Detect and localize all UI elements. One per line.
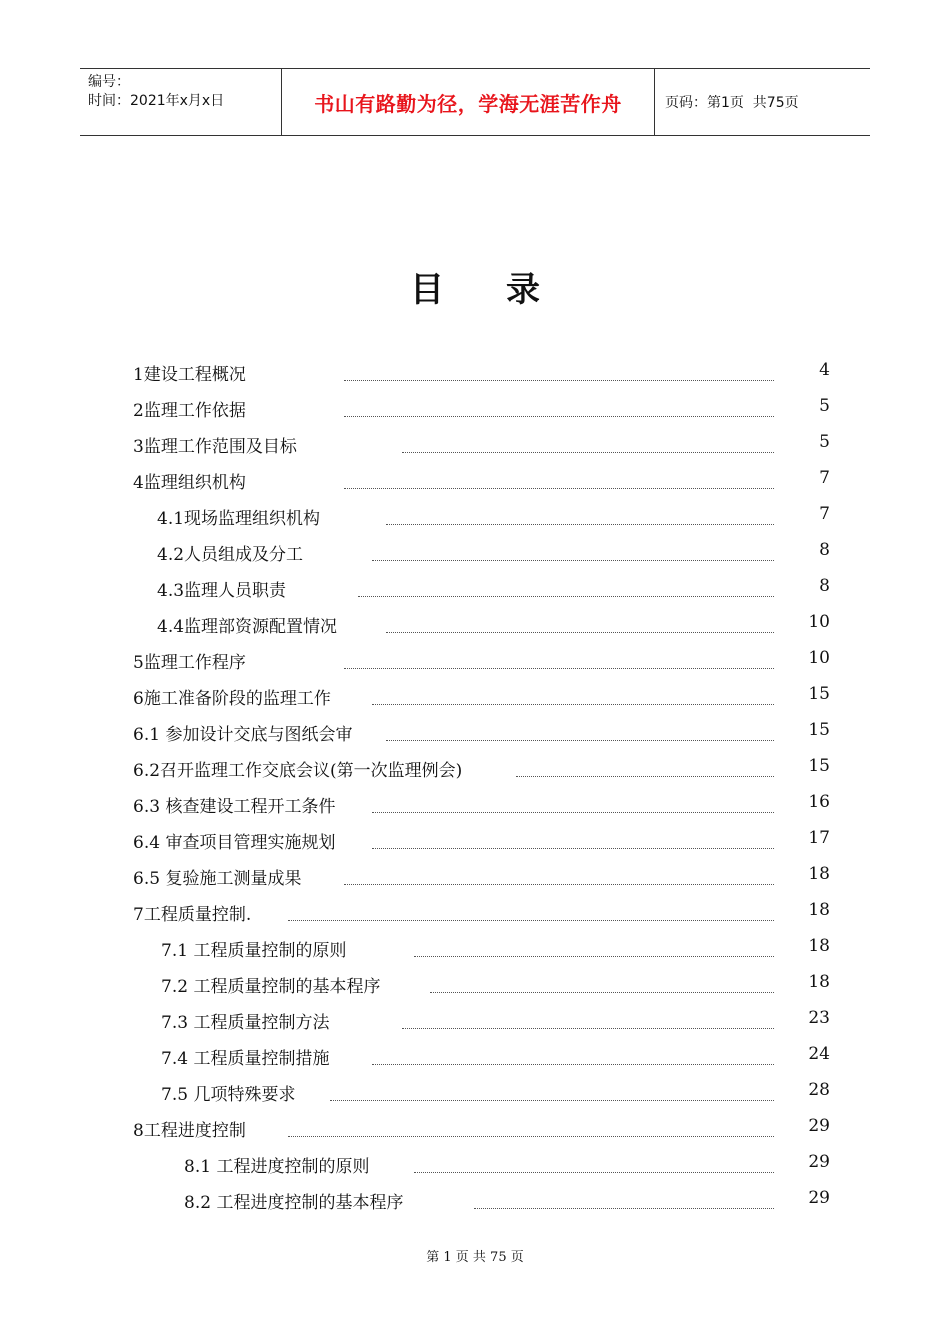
toc-entry-page: 10 xyxy=(808,648,830,668)
page-title-char-1: 目 xyxy=(410,270,444,310)
toc-entry-label: 6.1 参加设计交底与图纸会审 xyxy=(133,725,353,745)
toc-entry-page: 8 xyxy=(819,576,830,596)
toc-entry-page: 10 xyxy=(808,612,830,632)
toc-entry-page: 18 xyxy=(808,864,830,884)
toc-entry[interactable] xyxy=(0,606,950,642)
toc-entry-page: 15 xyxy=(808,720,830,740)
document-number-label: 编号： xyxy=(88,74,130,90)
toc-entry-label: 7.4 工程质量控制措施 xyxy=(161,1049,330,1069)
toc-entry-label: 8.2 工程进度控制的基本程序 xyxy=(184,1193,404,1213)
toc-entry[interactable] xyxy=(0,1182,950,1218)
toc-entry-label: 2监理工作依据 xyxy=(133,401,246,421)
toc-entry[interactable] xyxy=(0,462,950,498)
toc-entry-page: 23 xyxy=(808,1008,830,1028)
toc-leader xyxy=(288,920,774,921)
toc-entry-label: 6.3 核查建设工程开工条件 xyxy=(133,797,336,817)
document-time-label: 时间：2021年x月x日 xyxy=(88,93,225,109)
toc-entry-page: 15 xyxy=(808,756,830,776)
toc-entry[interactable] xyxy=(0,642,950,678)
toc-leader xyxy=(372,704,774,705)
toc-entry[interactable] xyxy=(0,678,950,714)
toc-entry-label: 7.5 几项特殊要求 xyxy=(161,1085,296,1105)
toc-entry-page: 8 xyxy=(819,540,830,560)
page-header xyxy=(80,68,870,136)
toc-entry-label: 8工程进度控制 xyxy=(133,1121,246,1141)
toc-leader xyxy=(386,524,774,525)
toc-leader xyxy=(414,956,774,957)
toc-entry-page: 7 xyxy=(819,504,830,524)
toc-entry-page: 18 xyxy=(808,900,830,920)
toc-leader xyxy=(344,488,774,489)
toc-leader xyxy=(372,1064,774,1065)
toc-entry[interactable] xyxy=(0,858,950,894)
header-meta xyxy=(80,69,282,135)
toc-entry[interactable] xyxy=(0,1110,950,1146)
toc-entry-label: 4.2人员组成及分工 xyxy=(157,545,304,565)
toc-entry[interactable] xyxy=(0,1074,950,1110)
toc-entry-label: 4.3监理人员职责 xyxy=(157,581,287,601)
toc-entry[interactable] xyxy=(0,570,950,606)
toc-entry-page: 17 xyxy=(808,828,830,848)
toc-entry-label: 7工程质量控制. xyxy=(133,905,252,925)
toc-entry[interactable] xyxy=(0,930,950,966)
toc-entry[interactable] xyxy=(0,498,950,534)
toc-leader xyxy=(474,1208,774,1209)
toc-entry-label: 1建设工程概况 xyxy=(133,365,246,385)
toc-entry[interactable] xyxy=(0,750,950,786)
toc-leader xyxy=(372,560,774,561)
toc-leader xyxy=(288,1136,774,1137)
toc-entry[interactable] xyxy=(0,966,950,1002)
toc-entry-page: 15 xyxy=(808,684,830,704)
toc-entry-label: 4.1现场监理组织机构 xyxy=(157,509,321,529)
toc-entry-label: 8.1 工程进度控制的原则 xyxy=(184,1157,370,1177)
toc-leader xyxy=(344,416,774,417)
toc-entry-page: 7 xyxy=(819,468,830,488)
toc-entry-page: 24 xyxy=(808,1044,830,1064)
toc-entry-label: 7.2 工程质量控制的基本程序 xyxy=(161,977,381,997)
toc-entry-page: 29 xyxy=(808,1116,830,1136)
toc-entry-label: 3监理工作范围及目标 xyxy=(133,437,297,457)
toc-entry-page: 29 xyxy=(808,1152,830,1172)
toc-entry[interactable] xyxy=(0,426,950,462)
toc-leader xyxy=(386,632,774,633)
header-page-info xyxy=(655,69,870,135)
toc-entry[interactable] xyxy=(0,354,950,390)
toc-entry-page: 5 xyxy=(819,432,830,452)
toc-entry-label: 4监理组织机构 xyxy=(133,473,246,493)
toc-leader xyxy=(402,1028,774,1029)
toc-entry-page: 28 xyxy=(808,1080,830,1100)
toc-entry-label: 6.4 审查项目管理实施规划 xyxy=(133,833,336,853)
toc-entry-page: 29 xyxy=(808,1188,830,1208)
page-title xyxy=(0,262,950,311)
toc-entry[interactable] xyxy=(0,1146,950,1182)
toc-entry-label: 6.5 复验施工测量成果 xyxy=(133,869,302,889)
toc-entry-label: 6施工准备阶段的监理工作 xyxy=(133,689,331,709)
toc-entry[interactable] xyxy=(0,822,950,858)
toc-leader xyxy=(344,668,774,669)
toc-entry-page: 16 xyxy=(808,792,830,812)
toc-entry[interactable] xyxy=(0,1002,950,1038)
toc-leader xyxy=(386,740,774,741)
page-footer: 第 1 页 共 75 页 xyxy=(426,1250,524,1265)
toc-entry-label: 6.2召开监理工作交底会议(第一次监理例会) xyxy=(133,761,463,781)
toc-leader xyxy=(414,1172,774,1173)
toc-leader xyxy=(372,848,774,849)
toc-entry[interactable] xyxy=(0,390,950,426)
toc-entry-page: 4 xyxy=(819,360,830,380)
page-title-char-2: 录 xyxy=(506,270,540,310)
toc-entry[interactable] xyxy=(0,534,950,570)
toc-entry-page: 5 xyxy=(819,396,830,416)
toc-entry-page: 18 xyxy=(808,936,830,956)
toc-entry-label: 7.3 工程质量控制方法 xyxy=(161,1013,330,1033)
toc-entry-label: 5监理工作程序 xyxy=(133,653,246,673)
toc-leader xyxy=(402,452,774,453)
toc-entry[interactable] xyxy=(0,714,950,750)
toc-entry-label: 4.4监理部资源配置情况 xyxy=(157,617,338,637)
toc-entry-label: 7.1 工程质量控制的原则 xyxy=(161,941,347,961)
toc-leader xyxy=(358,596,774,597)
toc-entry[interactable] xyxy=(0,1038,950,1074)
toc-leader xyxy=(330,1100,774,1101)
toc-entry[interactable] xyxy=(0,786,950,822)
toc-leader xyxy=(372,812,774,813)
toc-leader xyxy=(516,776,774,777)
toc-entry-page: 18 xyxy=(808,972,830,992)
toc-entry[interactable] xyxy=(0,894,950,930)
toc-leader xyxy=(344,884,774,885)
toc-leader xyxy=(344,380,774,381)
header-page-info-text: 页码：第1页 共75页 xyxy=(665,95,799,111)
toc-leader xyxy=(430,992,774,993)
header-motto: 书山有路勤为径，学海无涯苦作舟 xyxy=(282,69,655,135)
